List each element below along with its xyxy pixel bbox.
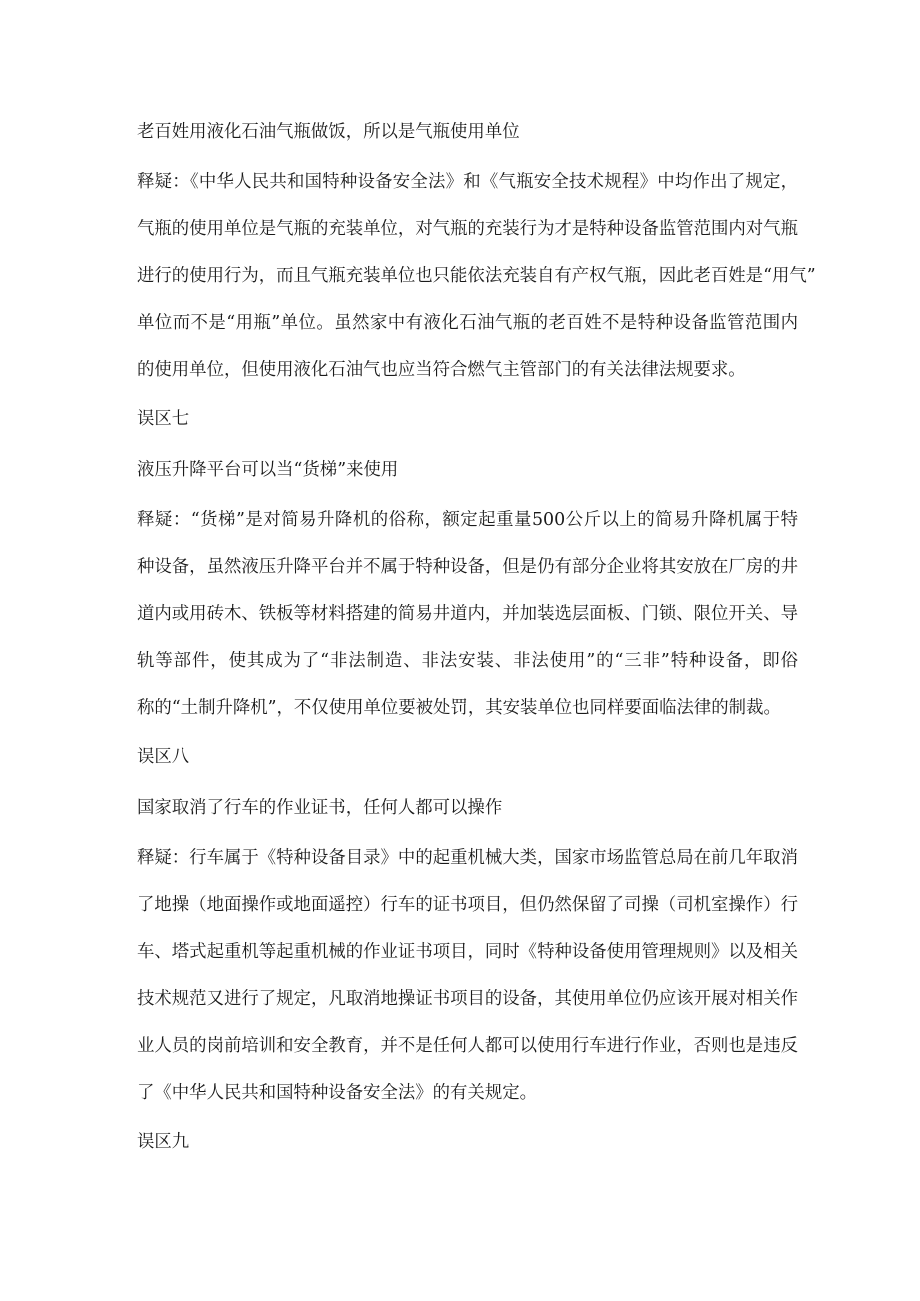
paragraph-line: 进行的使用行为，而且气瓶充装单位也只能依法充装自有产权气瓶，因此老百姓是“用气” — [137, 266, 816, 286]
paragraph-line: 气瓶的使用单位是气瓶的充装单位，对气瓶的充装行为才是特种设备监管范围内对气瓶 — [137, 219, 798, 239]
section-heading-myth-seven: 误区七 — [137, 409, 190, 429]
paragraph-line: 释疑：“货梯”是对简易升降机的俗称，额定起重量500公斤以上的简易升降机属于特 — [137, 510, 798, 530]
paragraph-line: 种设备，虽然液压升降平台并不属于特种设备，但是仍有部分企业将其安放在厂房的井 — [137, 557, 798, 577]
paragraph-line: 车、塔式起重机等起重机械的作业证书项目，同时《特种设备使用管理规则》以及相关 — [137, 942, 798, 962]
paragraph-line: 了《中华人民共和国特种设备安全法》的有关规定。 — [137, 1083, 537, 1103]
paragraph-line: 技术规范又进行了规定，凡取消地操证书项目的设备，其使用单位仍应该开展对相关作 — [137, 989, 798, 1009]
paragraph-line: 称的“土制升降机”，不仅使用单位要被处罚，其安装单位也同样要面临法律的制裁。 — [137, 698, 781, 718]
section-heading-myth-eight: 误区八 — [137, 747, 190, 767]
paragraph-line: 轨等部件，使其成为了“非法制造、非法安装、非法使用”的“三非”特种设备，即俗 — [137, 651, 798, 671]
paragraph-line: 释疑：行车属于《特种设备目录》中的起重机械大类，国家市场监管总局在前几年取消 — [137, 848, 798, 868]
paragraph-line: 的使用单位，但使用液化石油气也应当符合燃气主管部门的有关法律法规要求。 — [137, 360, 746, 380]
heading-myth-six-claim: 老百姓用液化石油气瓶做饭，所以是气瓶使用单位 — [137, 122, 520, 142]
myth-eight-claim: 国家取消了行车的作业证书，任何人都可以操作 — [137, 798, 503, 818]
myth-seven-claim: 液压升降平台可以当“货梯”来使用 — [137, 460, 399, 480]
paragraph-line: 释疑：《中华人民共和国特种设备安全法》和《气瓶安全技术规程》中均作出了规定， — [137, 172, 798, 192]
paragraph-line: 单位而不是“用瓶”单位。虽然家中有液化石油气瓶的老百姓不是特种设备监管范围内 — [137, 313, 798, 333]
paragraph-line: 业人员的岗前培训和安全教育，并不是任何人都可以使用行车进行作业，否则也是违反 — [137, 1036, 798, 1056]
section-heading-myth-nine: 误区九 — [137, 1132, 190, 1152]
paragraph-line: 了地操（地面操作或地面遥控）行车的证书项目，但仍然保留了司操（司机室操作）行 — [137, 895, 798, 915]
paragraph-line: 道内或用砖木、铁板等材料搭建的简易井道内，并加装选层面板、门锁、限位开关、导 — [137, 604, 798, 624]
